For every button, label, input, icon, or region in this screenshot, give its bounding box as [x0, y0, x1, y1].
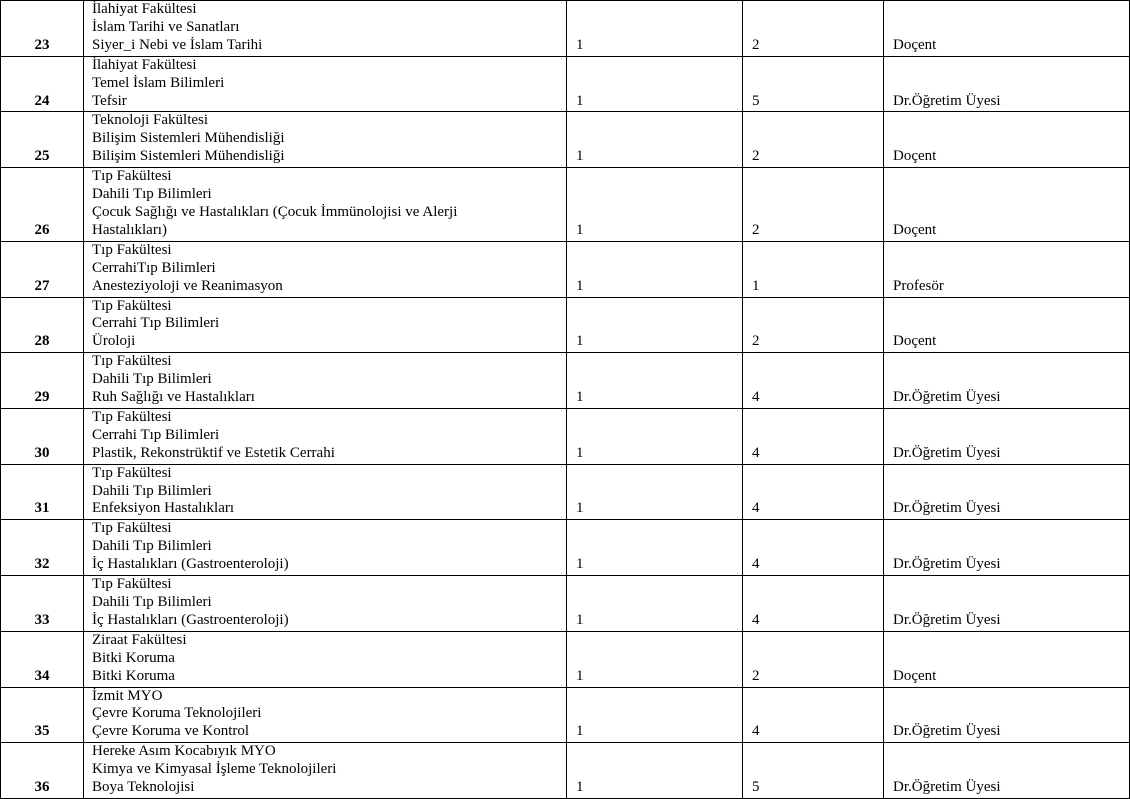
academic-title: Dr.Öğretim Üyesi [884, 687, 1130, 743]
discipline-name: Bilişim Sistemleri Mühendisliği [92, 148, 285, 165]
table-row [1, 1, 1130, 57]
table-row [1, 168, 1130, 242]
unit-cell [84, 687, 567, 743]
position-count: 1 [567, 112, 743, 168]
row-number: 36 [1, 743, 84, 799]
academic-title: Doçent [884, 112, 1130, 168]
table-row [1, 576, 1130, 632]
position-count: 1 [567, 1, 743, 57]
unit-cell [84, 241, 567, 297]
table-row [1, 297, 1130, 353]
unit-cell [84, 56, 567, 112]
position-level: 4 [743, 520, 884, 576]
faculty-name: Hereke Asım Kocabıyık MYO [92, 743, 276, 760]
discipline-name: İç Hastalıkları (Gastroenteroloji) [92, 611, 289, 628]
position-level: 2 [743, 631, 884, 687]
table-row [1, 631, 1130, 687]
unit-cell [84, 464, 567, 520]
faculty-name: İzmit MYO [92, 687, 163, 704]
discipline-name: Siyer_i Nebi ve İslam Tarihi [92, 36, 263, 53]
position-count: 1 [567, 687, 743, 743]
position-level: 1 [743, 241, 884, 297]
position-count: 1 [567, 408, 743, 464]
position-count: 1 [567, 168, 743, 242]
department-name: CerrahiTıp Bilimleri [92, 259, 216, 276]
row-number: 30 [1, 408, 84, 464]
department-name: Temel İslam Bilimleri [92, 74, 225, 91]
department-name: Çevre Koruma Teknolojileri [92, 705, 262, 722]
row-number: 28 [1, 297, 84, 353]
position-level: 4 [743, 687, 884, 743]
faculty-name: Tıp Fakültesi [92, 464, 172, 481]
discipline-name: Tefsir [92, 92, 127, 109]
academic-title: Dr.Öğretim Üyesi [884, 408, 1130, 464]
academic-title: Dr.Öğretim Üyesi [884, 520, 1130, 576]
row-number: 29 [1, 353, 84, 409]
academic-title: Doçent [884, 1, 1130, 57]
department-name: Cerrahi Tıp Bilimleri [92, 426, 220, 443]
academic-title: Dr.Öğretim Üyesi [884, 464, 1130, 520]
row-number: 23 [1, 1, 84, 57]
table-row [1, 353, 1130, 409]
row-number: 25 [1, 112, 84, 168]
academic-title: Doçent [884, 297, 1130, 353]
row-number: 27 [1, 241, 84, 297]
academic-title: Dr.Öğretim Üyesi [884, 353, 1130, 409]
faculty-name: Tıp Fakültesi [92, 168, 172, 185]
position-count: 1 [567, 241, 743, 297]
table-row [1, 241, 1130, 297]
position-count: 1 [567, 56, 743, 112]
unit-cell [84, 743, 567, 799]
unit-cell [84, 631, 567, 687]
table-row [1, 743, 1130, 799]
department-name: Dahili Tıp Bilimleri [92, 186, 212, 203]
unit-cell [84, 408, 567, 464]
unit-cell [84, 1, 567, 57]
position-count: 1 [567, 297, 743, 353]
position-count: 1 [567, 576, 743, 632]
position-level: 4 [743, 408, 884, 464]
discipline-name: İç Hastalıkları (Gastroenteroloji) [92, 556, 289, 573]
department-name: Bitki Koruma [92, 649, 175, 666]
faculty-name: Tıp Fakültesi [92, 353, 172, 370]
discipline-name-continued: Hastalıkları) [92, 221, 167, 238]
discipline-name: Boya Teknolojisi [92, 779, 195, 796]
discipline-name: Plastik, Rekonstrüktif ve Estetik Cerrahi [92, 444, 335, 461]
unit-cell [84, 168, 567, 242]
position-level: 2 [743, 1, 884, 57]
position-level: 5 [743, 56, 884, 112]
faculty-name: İlahiyat Fakültesi [92, 1, 197, 17]
faculty-name: Teknoloji Fakültesi [92, 112, 209, 129]
faculty-name: İlahiyat Fakültesi [92, 56, 197, 73]
row-number: 31 [1, 464, 84, 520]
discipline-name: Çocuk Sağlığı ve Hastalıkları (Çocuk İmmünolojisi ve Alerji [92, 203, 458, 220]
table-body [1, 1, 1130, 799]
faculty-name: Tıp Fakültesi [92, 520, 172, 537]
academic-title: Doçent [884, 631, 1130, 687]
academic-title: Dr.Öğretim Üyesi [884, 576, 1130, 632]
faculty-name: Tıp Fakültesi [92, 408, 172, 425]
position-count: 1 [567, 520, 743, 576]
table-row [1, 408, 1130, 464]
row-number: 35 [1, 687, 84, 743]
academic-title: Dr.Öğretim Üyesi [884, 743, 1130, 799]
table-row [1, 687, 1130, 743]
position-level: 4 [743, 353, 884, 409]
faculty-name: Tıp Fakültesi [92, 576, 172, 593]
row-number: 24 [1, 56, 84, 112]
position-count: 1 [567, 464, 743, 520]
department-name: Dahili Tıp Bilimleri [92, 538, 212, 555]
department-name: İslam Tarihi ve Sanatları [92, 18, 240, 35]
department-name: Cerrahi Tıp Bilimleri [92, 315, 220, 332]
department-name: Dahili Tıp Bilimleri [92, 594, 212, 610]
table-row [1, 520, 1130, 576]
discipline-name: Bitki Koruma [92, 667, 175, 684]
faculty-name: Tıp Fakültesi [92, 241, 172, 258]
discipline-name: Üroloji [92, 333, 136, 350]
row-number: 33 [1, 576, 84, 632]
department-name: Dahili Tıp Bilimleri [92, 482, 212, 499]
row-number: 32 [1, 520, 84, 576]
discipline-name: Anesteziyoloji ve Reanimasyon [92, 277, 283, 294]
academic-title: Doçent [884, 168, 1130, 242]
unit-cell [84, 520, 567, 576]
faculty-name: Tıp Fakültesi [92, 297, 172, 314]
row-number: 26 [1, 168, 84, 242]
position-level: 4 [743, 576, 884, 632]
position-count: 1 [567, 743, 743, 799]
table-row [1, 464, 1130, 520]
faculty-name: Ziraat Fakültesi [92, 631, 187, 648]
discipline-name: Çevre Koruma ve Kontrol [92, 723, 250, 740]
unit-cell [84, 353, 567, 409]
table-row [1, 112, 1130, 168]
department-name: Kimya ve Kimyasal İşleme Teknolojileri [92, 761, 337, 778]
academic-title: Profesör [884, 241, 1130, 297]
discipline-name: Ruh Sağlığı ve Hastalıkları [92, 389, 255, 406]
unit-cell [84, 112, 567, 168]
position-level: 2 [743, 297, 884, 353]
discipline-name: Enfeksiyon Hastalıkları [92, 500, 235, 517]
position-level: 5 [743, 743, 884, 799]
unit-cell [84, 297, 567, 353]
department-name: Bilişim Sistemleri Mühendisliği [92, 130, 285, 147]
position-count: 1 [567, 353, 743, 409]
row-number: 34 [1, 631, 84, 687]
department-name: Dahili Tıp Bilimleri [92, 371, 212, 388]
position-level: 2 [743, 168, 884, 242]
unit-cell [84, 576, 567, 632]
position-level: 2 [743, 112, 884, 168]
position-count: 1 [567, 631, 743, 687]
position-level: 4 [743, 464, 884, 520]
academic-title: Dr.Öğretim Üyesi [884, 56, 1130, 112]
table-row [1, 56, 1130, 112]
